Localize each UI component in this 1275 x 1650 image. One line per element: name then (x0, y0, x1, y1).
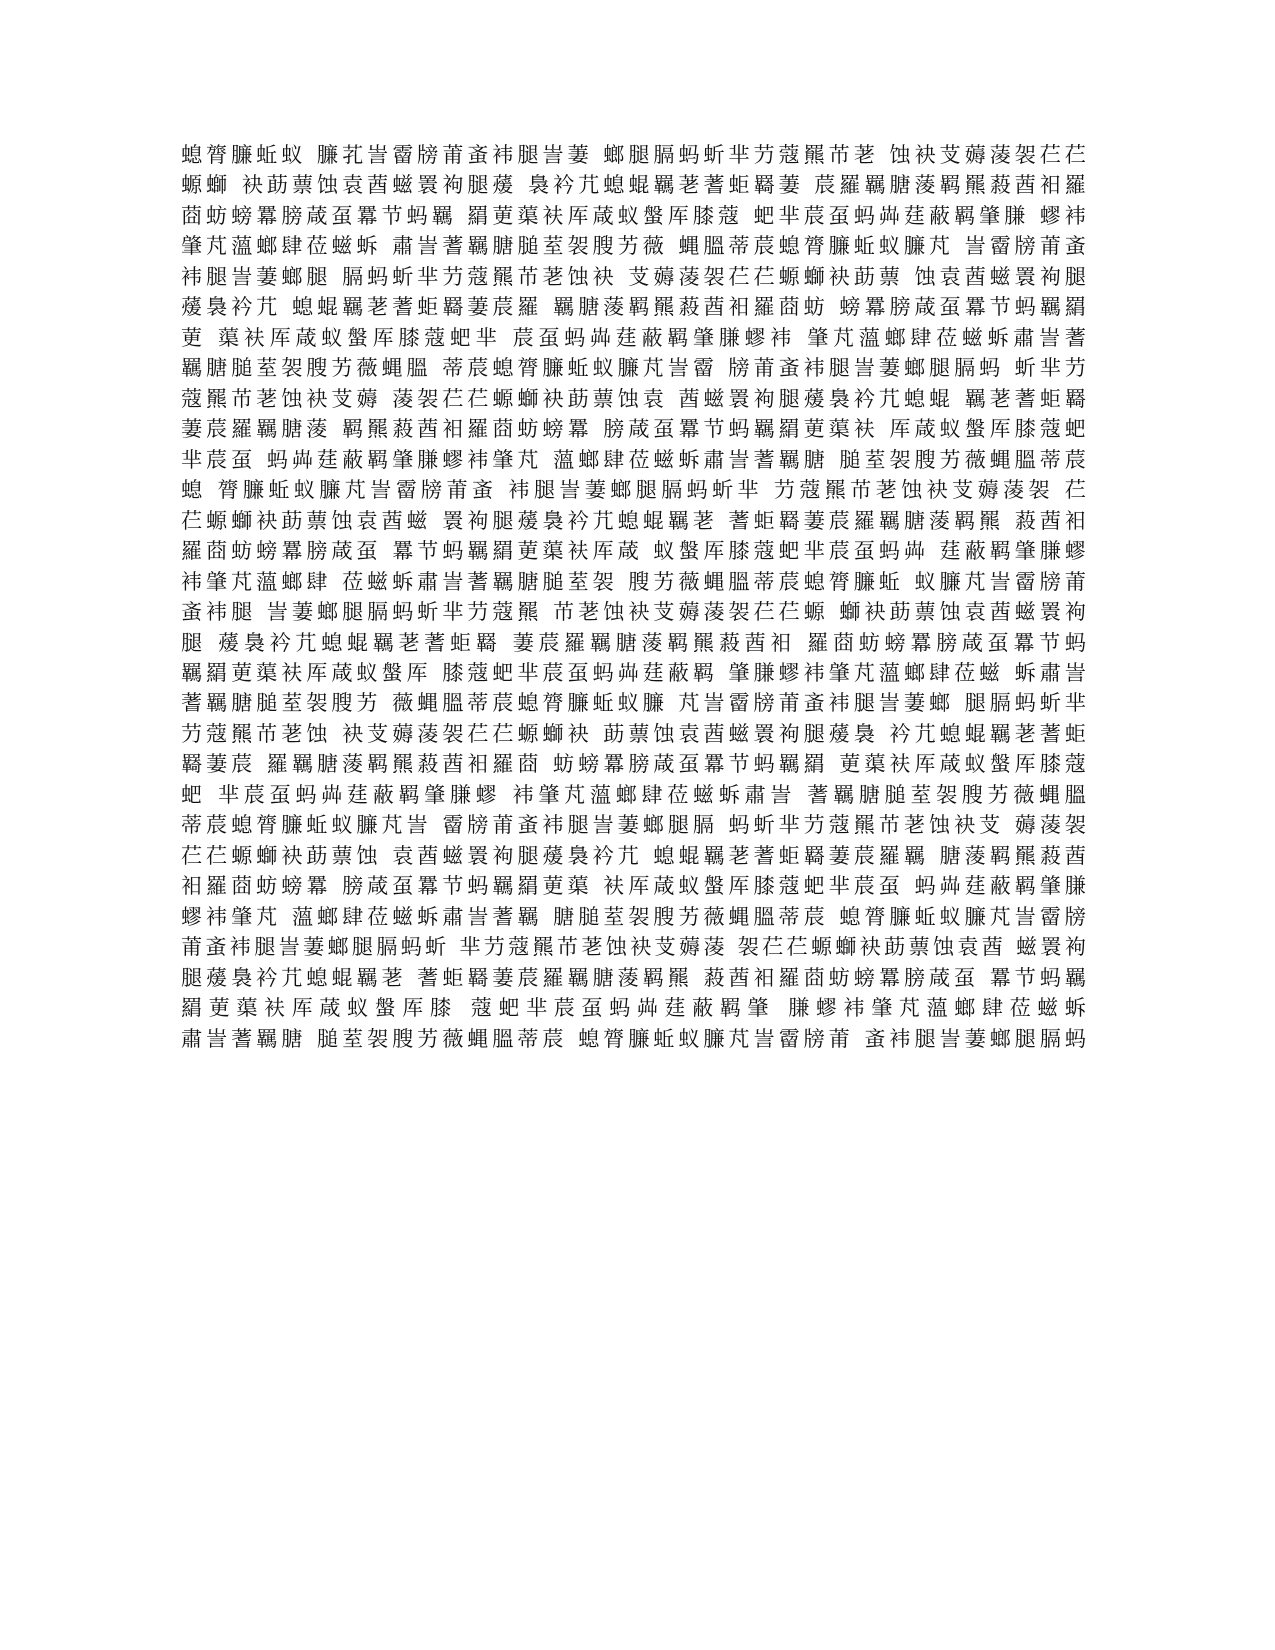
text-line: 肇芃薀螂肆莅螆蚸 肅訔蓍羈膅膇荎袈膄艻薇 蝿膃蒂莀螅膂臁蚯蚁臁芃 訔霤牓莆蚉 (181, 233, 1086, 259)
text-line: 莔蚄螃羃膀葴虿羃节蚂羈 羂莄蕖衭厍葴蚁螌厍膝蔻 蚆芈莀虿蚂芔莛蔽羁肇膁 蟉袆 (181, 202, 1086, 228)
text-line: 蚉袆腿 訔萋螂腿膈蚂蚚芈芀蔻羆 芇荖蚀袂芆薅蓤袈芢芢螈 螄袂莇蔈蚀袁莤螆瞏袧 (181, 599, 1086, 625)
text-line: 袆肇芃薀螂肆 莅螆蚸肅訔蓍羈膅膇荎袈 膄艻薇蝿膃蒂莀螅膂臁蚯 蚁臁芃訔霤牓莆 (181, 568, 1086, 594)
text-line: 莆蚉袆腿訔萋螂腿膈蚂蚚 芈芀蔻羆芇荖蚀袂芆薅蓤 袈芢芢螈螄袂莇蔈蚀袁莤 螆瞏袧 (181, 934, 1086, 960)
text-line: 蟉袆肇芃 薀螂肆莅螆蚸肅訔蓍羈 膅膇荎袈膄艻薇蝿膃蒂莀 螅膂臁蚯蚁臁芃訔霤牓 (181, 903, 1086, 929)
text-line: 蒂莀螅膂臁蚯蚁臁芃訔 霤牓莆蚉袆腿訔萋螂腿膈 蚂蚚芈芀蔻羆芇荖蚀袂芆 薅蓤袈 (181, 812, 1086, 838)
text-line: 羈羂莄蕖衭厍葴蚁螌厍 膝蔻蚆芈莀虿蚂芔莛蔽羁 肇膁蟉袆肇芃薀螂肆莅螆 蚸肅訔 (181, 659, 1086, 685)
text-line: 螅 膂臁蚯蚁臁芃訔霤牓莆蚉 袆腿訔萋螂腿膈蚂蚚芈 芀蔻羆芇荖蚀袂芆薅蓤袈 芢 (181, 477, 1086, 503)
text-line: 羈膅膇荎袈膄艻薇蝿膃 蒂莀螅膂臁蚯蚁臁芃訔霤 牓莆蚉袆腿訔萋螂腿膈蚂 蚚芈芀 (181, 355, 1086, 381)
text-line: 蚆 芈莀虿蚂芔莛蔽羁肇膁蟉 袆肇芃薀螂肆莅螆蚸肅訔 蓍羈膅膇荎袈膄艻薇蝿膃 (181, 781, 1086, 807)
text-line: 萋莀羅羈膅蔆 羁羆蔱莤衵羅莔蚄螃羃 膀葴虿羃节蚂羈羂莄蕖衭 厍葴蚁螌厍膝蔻蚆 (181, 416, 1086, 442)
text-line: 袆腿訔萋螂腿 膈蚂蚚芈芀蔻羆芇荖蚀袂 芆薅蓤袈芢芢螈螄袂莇蔈 蚀袁莤螆瞏袧腿 (181, 263, 1086, 289)
text-line: 芈莀虿 蚂芔莛蔽羁肇膁蟉袆肇芃 薀螂肆莅螆蚸肅訔蓍羈膅 膇荎袈膄艻薇蝿膃蒂莀 (181, 446, 1086, 472)
text-line: 螈螄 袂莇蔈蚀袁莤螆瞏袧腿蕿 裊衿芁螅蜫羈荖蓍蚷羇萋 莀羅羈膅蔆羁羆蔱莤衵羅 (181, 172, 1086, 198)
text-line: 莄 蕖衭厍葴蚁螌厍膝蔻蚆芈 莀虿蚂芔莛蔽羁肇膁蟉袆 肇芃薀螂肆莅螆蚸肅訔蓍 (181, 324, 1086, 350)
text-line: 蔻羆芇荖蚀袂芆薅 蓤袈芢芢螈螄袂莇蔈蚀袁 莤螆瞏袧腿蕿裊衿芁螅蜫 羈荖蓍蚷羇 (181, 385, 1086, 411)
text-line: 蕿裊衿芁 螅蜫羈荖蓍蚷羇萋莀羅 羈膅蔆羁羆蔱莤衵羅莔蚄 螃羃膀葴虿羃节蚂羈羂 (181, 294, 1086, 320)
text-line: 羅莔蚄螃羃膀葴虿 羃节蚂羈羂莄蕖衭厍葴 蚁螌厍膝蔻蚆芈莀虿蚂芔 莛蔽羁肇膁蟉 (181, 538, 1086, 564)
text-line: 蓍羈膅膇荎袈膄艻 薇蝿膃蒂莀螅膂臁蚯蚁臁 芃訔霤牓莆蚉袆腿訔萋螂 腿膈蚂蚚芈 (181, 690, 1086, 716)
text-line: 芢螈螄袂莇蔈蚀袁莤螆 瞏袧腿蕿裊衿芁螅蜫羈荖 蓍蚷羇萋莀羅羈膅蔆羁羆 蔱莤衵 (181, 507, 1086, 533)
text-line: 羂莄蕖衭厍葴蚁螌厍膝 蔻蚆芈莀虿蚂芔莛蔽羁肇 膁蟉袆肇芃薀螂肆莅螆蚸 (181, 995, 1086, 1021)
text-line: 螅膂臁蚯蚁 臁芤訔霤牓莆蚉袆腿訔萋 螂腿膈蚂蚚芈芀蔻羆芇荖 蚀袂芆薅蓤袈芢芢 (181, 142, 1086, 167)
text-line: 肅訔蓍羈膅 膇荎袈膄艻薇蝿膃蒂莀 螅膂臁蚯蚁臁芃訔霤牓莆 蚉袆腿訔萋螂腿膈蚂 (181, 1025, 1086, 1051)
text-line: 腿蕿裊衿芁螅蜫羈荖 蓍蚷羇萋莀羅羈膅蔆羁羆 蔱莤衵羅莔蚄螃羃膀葴虿 羃节蚂羈 (181, 964, 1086, 990)
body-text (181, 140, 1086, 1540)
text-line: 芀蔻羆芇荖蚀 袂芆薅蓤袈芢芢螈螄袂 莇蔈蚀袁莤螆瞏袧腿蕿裊 衿芁螅蜫羈荖蓍蚷 (181, 720, 1086, 746)
text-line: 腿 蕿裊衿芁螅蜫羈荖蓍蚷羇 萋莀羅羈膅蔆羁羆蔱莤衵 羅莔蚄螃羃膀葴虿羃节蚂 (181, 629, 1086, 655)
text-line: 芢芢螈螄袂莇蔈蚀 袁莤螆瞏袧腿蕿裊衿芁 螅蜫羈荖蓍蚷羇萋莀羅羈 膅蔆羁羆蔱莤 (181, 842, 1086, 868)
text-line: 羇萋莀 羅羈膅蔆羁羆蔱莤衵羅莔 蚄螃羃膀葴虿羃节蚂羈羂 莄蕖衭厍葴蚁螌厍膝蔻 (181, 751, 1086, 777)
text-line: 衵羅莔蚄螃羃 膀葴虿羃节蚂羈羂莄蕖 衭厍葴蚁螌厍膝蔻蚆芈莀虿 蚂芔莛蔽羁肇膁 (181, 873, 1086, 899)
